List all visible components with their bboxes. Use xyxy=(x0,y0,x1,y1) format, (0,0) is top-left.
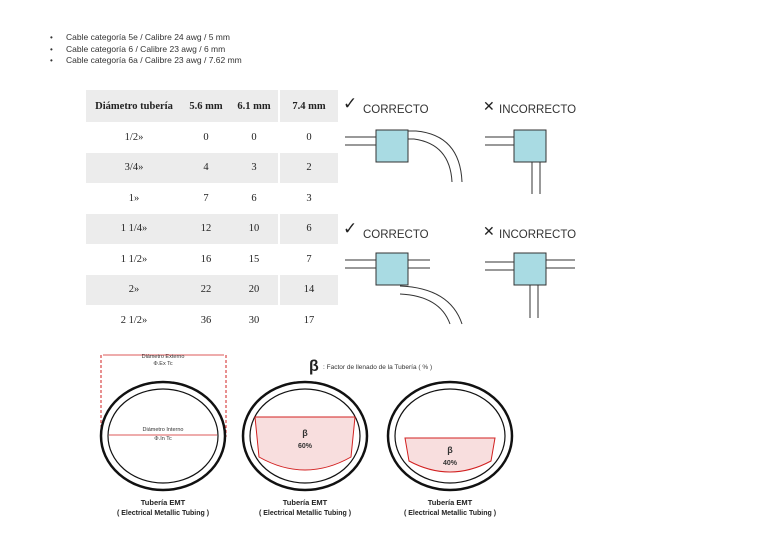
cell-value: 10 xyxy=(230,214,279,245)
conduit-fill-diagram xyxy=(95,345,535,525)
cell-value: 12 xyxy=(182,214,230,245)
conduit-capacity-table xyxy=(86,90,338,336)
beta-symbol-60: β xyxy=(302,428,308,438)
header-diameter: Diámetro tubería xyxy=(86,90,182,122)
tube-subtitle: ( Electrical Metallic Tubing ) xyxy=(403,510,497,517)
tube-title: Tubería EMT xyxy=(282,498,328,507)
cell-value: 7 xyxy=(279,244,338,275)
check-icon: ✓ xyxy=(343,94,358,113)
external-diameter-label: Diámetro Externo xyxy=(141,354,185,360)
fill-60-label: 60% xyxy=(297,443,313,450)
list-item: • Cable categoría 5e / Calibre 24 awg / 5 mm xyxy=(50,32,242,44)
cell-diameter: 1/2» xyxy=(124,131,144,143)
cell-value: 4 xyxy=(182,153,230,184)
table-row xyxy=(86,214,338,245)
table-header-row xyxy=(86,90,338,122)
beta-symbol: β xyxy=(309,358,319,375)
cell-value: 0 xyxy=(251,131,257,143)
cross-icon: ✕ xyxy=(483,98,495,114)
fill-40-label: 40% xyxy=(442,460,458,467)
cell-value: 15 xyxy=(248,253,260,265)
check-icon: ✓ xyxy=(343,219,358,238)
cell-value: 6 xyxy=(279,214,338,245)
correct-bend-diagram-1 xyxy=(340,120,470,190)
list-item: • Cable categoría 6 / Calibre 23 awg / 6 mm xyxy=(50,44,242,56)
table-row xyxy=(86,244,338,275)
table-row xyxy=(86,122,338,153)
cell-value: 6 xyxy=(251,192,257,204)
tube-subtitle: ( Electrical Metallic Tubing ) xyxy=(116,510,210,517)
tube-title: Tubería EMT xyxy=(140,498,186,507)
cell-diameter: 2» xyxy=(86,275,182,306)
beta-caption: : Factor de llenado de la Tubería ( % ) xyxy=(323,364,433,371)
cable-spec-list xyxy=(50,32,242,67)
cell-diameter: 3/4» xyxy=(86,153,182,184)
tube-subtitle: ( Electrical Metallic Tubing ) xyxy=(258,510,352,517)
table-row xyxy=(86,275,338,306)
internal-diameter-label: Diámetro Interno xyxy=(142,427,184,433)
beta-symbol-40: β xyxy=(447,445,453,455)
table-row xyxy=(86,305,338,336)
table-row xyxy=(86,183,338,214)
cell-value: 22 xyxy=(182,275,230,306)
incorrect-label: INCORRECTO xyxy=(499,229,577,241)
list-item: • Cable categoría 6a / Calibre 23 awg / 7.62 mm xyxy=(50,55,242,67)
cell-value: 3 xyxy=(279,183,338,214)
cell-value: 2 xyxy=(279,153,338,184)
cell-diameter: 1 1/2» xyxy=(120,253,148,265)
correct-label: CORRECTO xyxy=(363,104,429,116)
correct-label: CORRECTO xyxy=(363,229,429,241)
table-row xyxy=(86,153,338,184)
cell-value: 3 xyxy=(230,153,279,184)
cell-diameter: 2 1/2» xyxy=(120,314,148,326)
incorrect-label: INCORRECTO xyxy=(499,104,577,116)
internal-diameter-sub: Φ.In Tc xyxy=(154,436,172,442)
tube-title: Tubería EMT xyxy=(427,498,473,507)
cell-value: 16 xyxy=(200,253,212,265)
cell-diameter: 1» xyxy=(128,192,140,204)
header-7-4mm: 7.4 mm xyxy=(279,90,338,122)
cross-icon: ✕ xyxy=(483,223,495,239)
cell-diameter: 1 1/4» xyxy=(86,214,182,245)
cell-value: 7 xyxy=(203,192,209,204)
cell-value: 30 xyxy=(248,314,260,326)
cell-value: 0 xyxy=(203,131,209,143)
cell-value: 36 xyxy=(200,314,212,326)
header-5-6mm: 5.6 mm xyxy=(182,90,230,122)
cell-value: 20 xyxy=(230,275,279,306)
correct-bend-diagram-2 xyxy=(340,248,470,328)
incorrect-bend-diagram-2 xyxy=(480,248,590,328)
external-diameter-sub: Φ.Ex Tc xyxy=(153,361,173,367)
cell-value: 0 xyxy=(279,122,338,153)
cell-value: 14 xyxy=(279,275,338,306)
header-6-1mm: 6.1 mm xyxy=(230,90,279,122)
incorrect-bend-diagram-1 xyxy=(480,120,590,200)
cell-value: 17 xyxy=(279,305,338,336)
